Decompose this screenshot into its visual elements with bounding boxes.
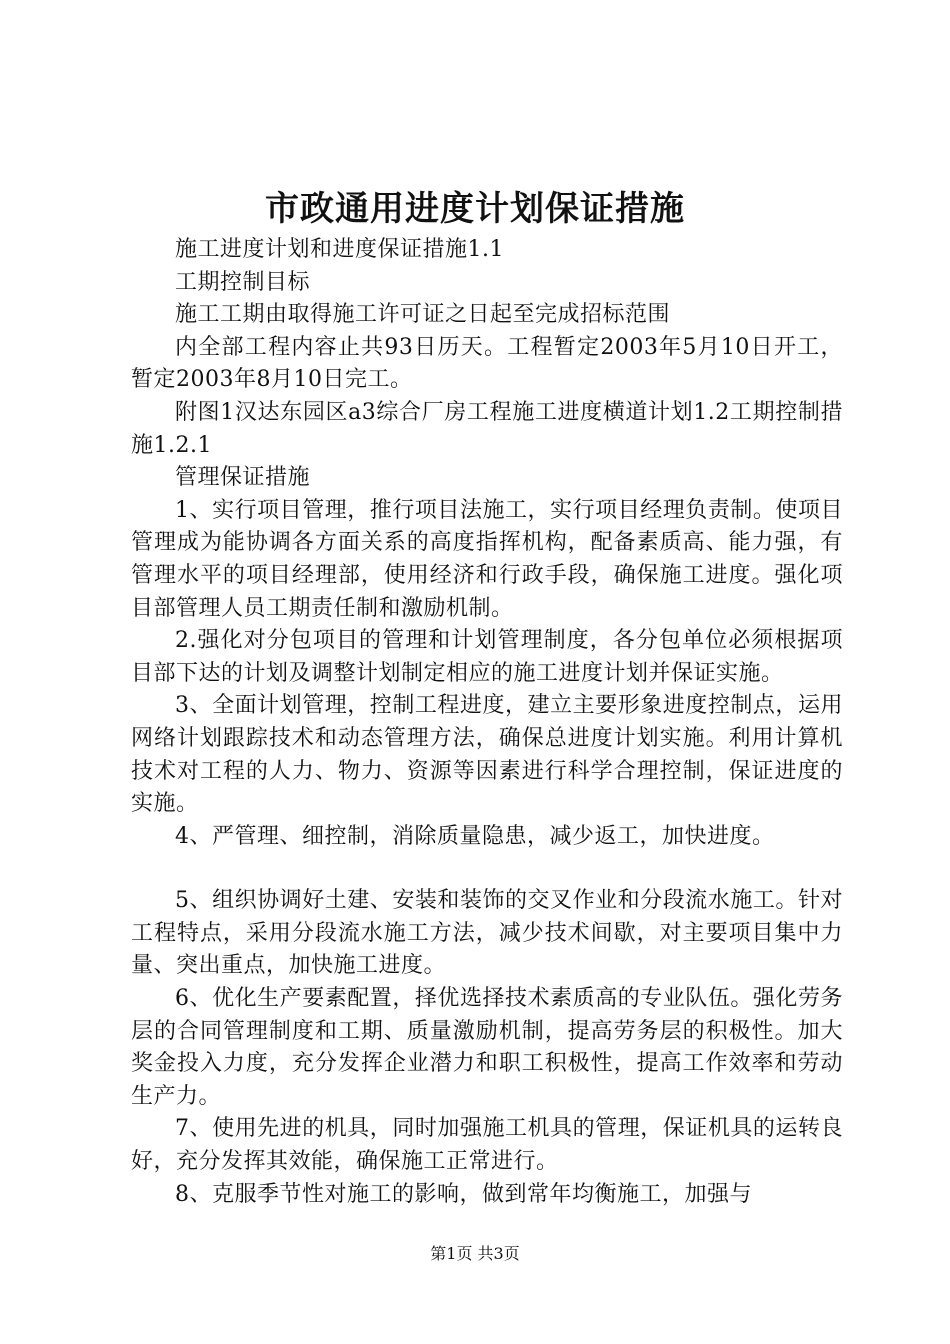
paragraph: 施工工期由取得施工许可证之日起至完成招标范围 <box>175 302 671 328</box>
paragraph: 3、全面计划管理，控制工程进度，建立主要形象进度控制点，运用网络计划跟踪技术和动态管理方法，确保总进度计划实施。利用计算机技术对工程的人力、物力、资源等因素进行科学合理控制，保证进度的实施。 <box>131 693 843 817</box>
paragraph: 附图1汉达东园区a3综合厂房工程施工进度横道计划1.2工期控制措施1.2.1 <box>131 399 843 458</box>
paragraph: 内全部工程内容止共93日历天。工程暂定2003年5月10日开工，暂定2003年8月10日完工。 <box>131 334 843 393</box>
document-title: 市政通用进度计划保证措施 <box>265 189 685 229</box>
paragraph: 施工进度计划和进度保证措施1.1 <box>175 237 504 262</box>
document-body <box>131 234 843 1211</box>
paragraph: 6、优化生产要素配置，择优选择技术素质高的专业队伍。强化劳务层的合同管理制度和工期、质量激励机制，提高劳务层的积极性。加大奖金投入力度，充分发挥企业潜力和职工积极性，提高工作效率和劳动生产力。 <box>131 986 843 1109</box>
paragraph: 8、克服季节性对施工的影响，做到常年均衡施工，加强与 <box>175 1181 752 1207</box>
paragraph: 工期控制目标 <box>175 269 311 295</box>
paragraph: 1、实行项目管理，推行项目法施工，实行项目经理负责制。使项目管理成为能协调各方面关系的高度指挥机构，配备素质高、能力强，有管理水平的项目经理部，使用经济和行政手段，确保施工进度。强化项目部管理人员工期责任制和激励机制。 <box>131 497 843 621</box>
paragraph: 2.强化对分包项目的管理和计划管理制度，各分包单位必须根据项目部下达的计划及调整计划制定相应的施工进度计划并保证实施。 <box>131 628 843 686</box>
paragraph: 管理保证措施 <box>175 465 311 491</box>
paragraph: 4、严管理、细控制，消除质量隐患，减少返工，加快进度。 <box>175 823 775 849</box>
paragraph: 7、使用先进的机具，同时加强施工机具的管理，保证机具的运转良好，充分发挥其效能，确保施工正常进行。 <box>131 1116 843 1175</box>
paragraph: 5、组织协调好土建、安装和装饰的交叉作业和分段流水施工。针对工程特点，采用分段流水施工方法，减少技术间歇，对主要项目集中力量、突出重点，加快施工进度。 <box>131 888 843 979</box>
page-footer: 第1页 共3页 <box>430 1244 520 1263</box>
